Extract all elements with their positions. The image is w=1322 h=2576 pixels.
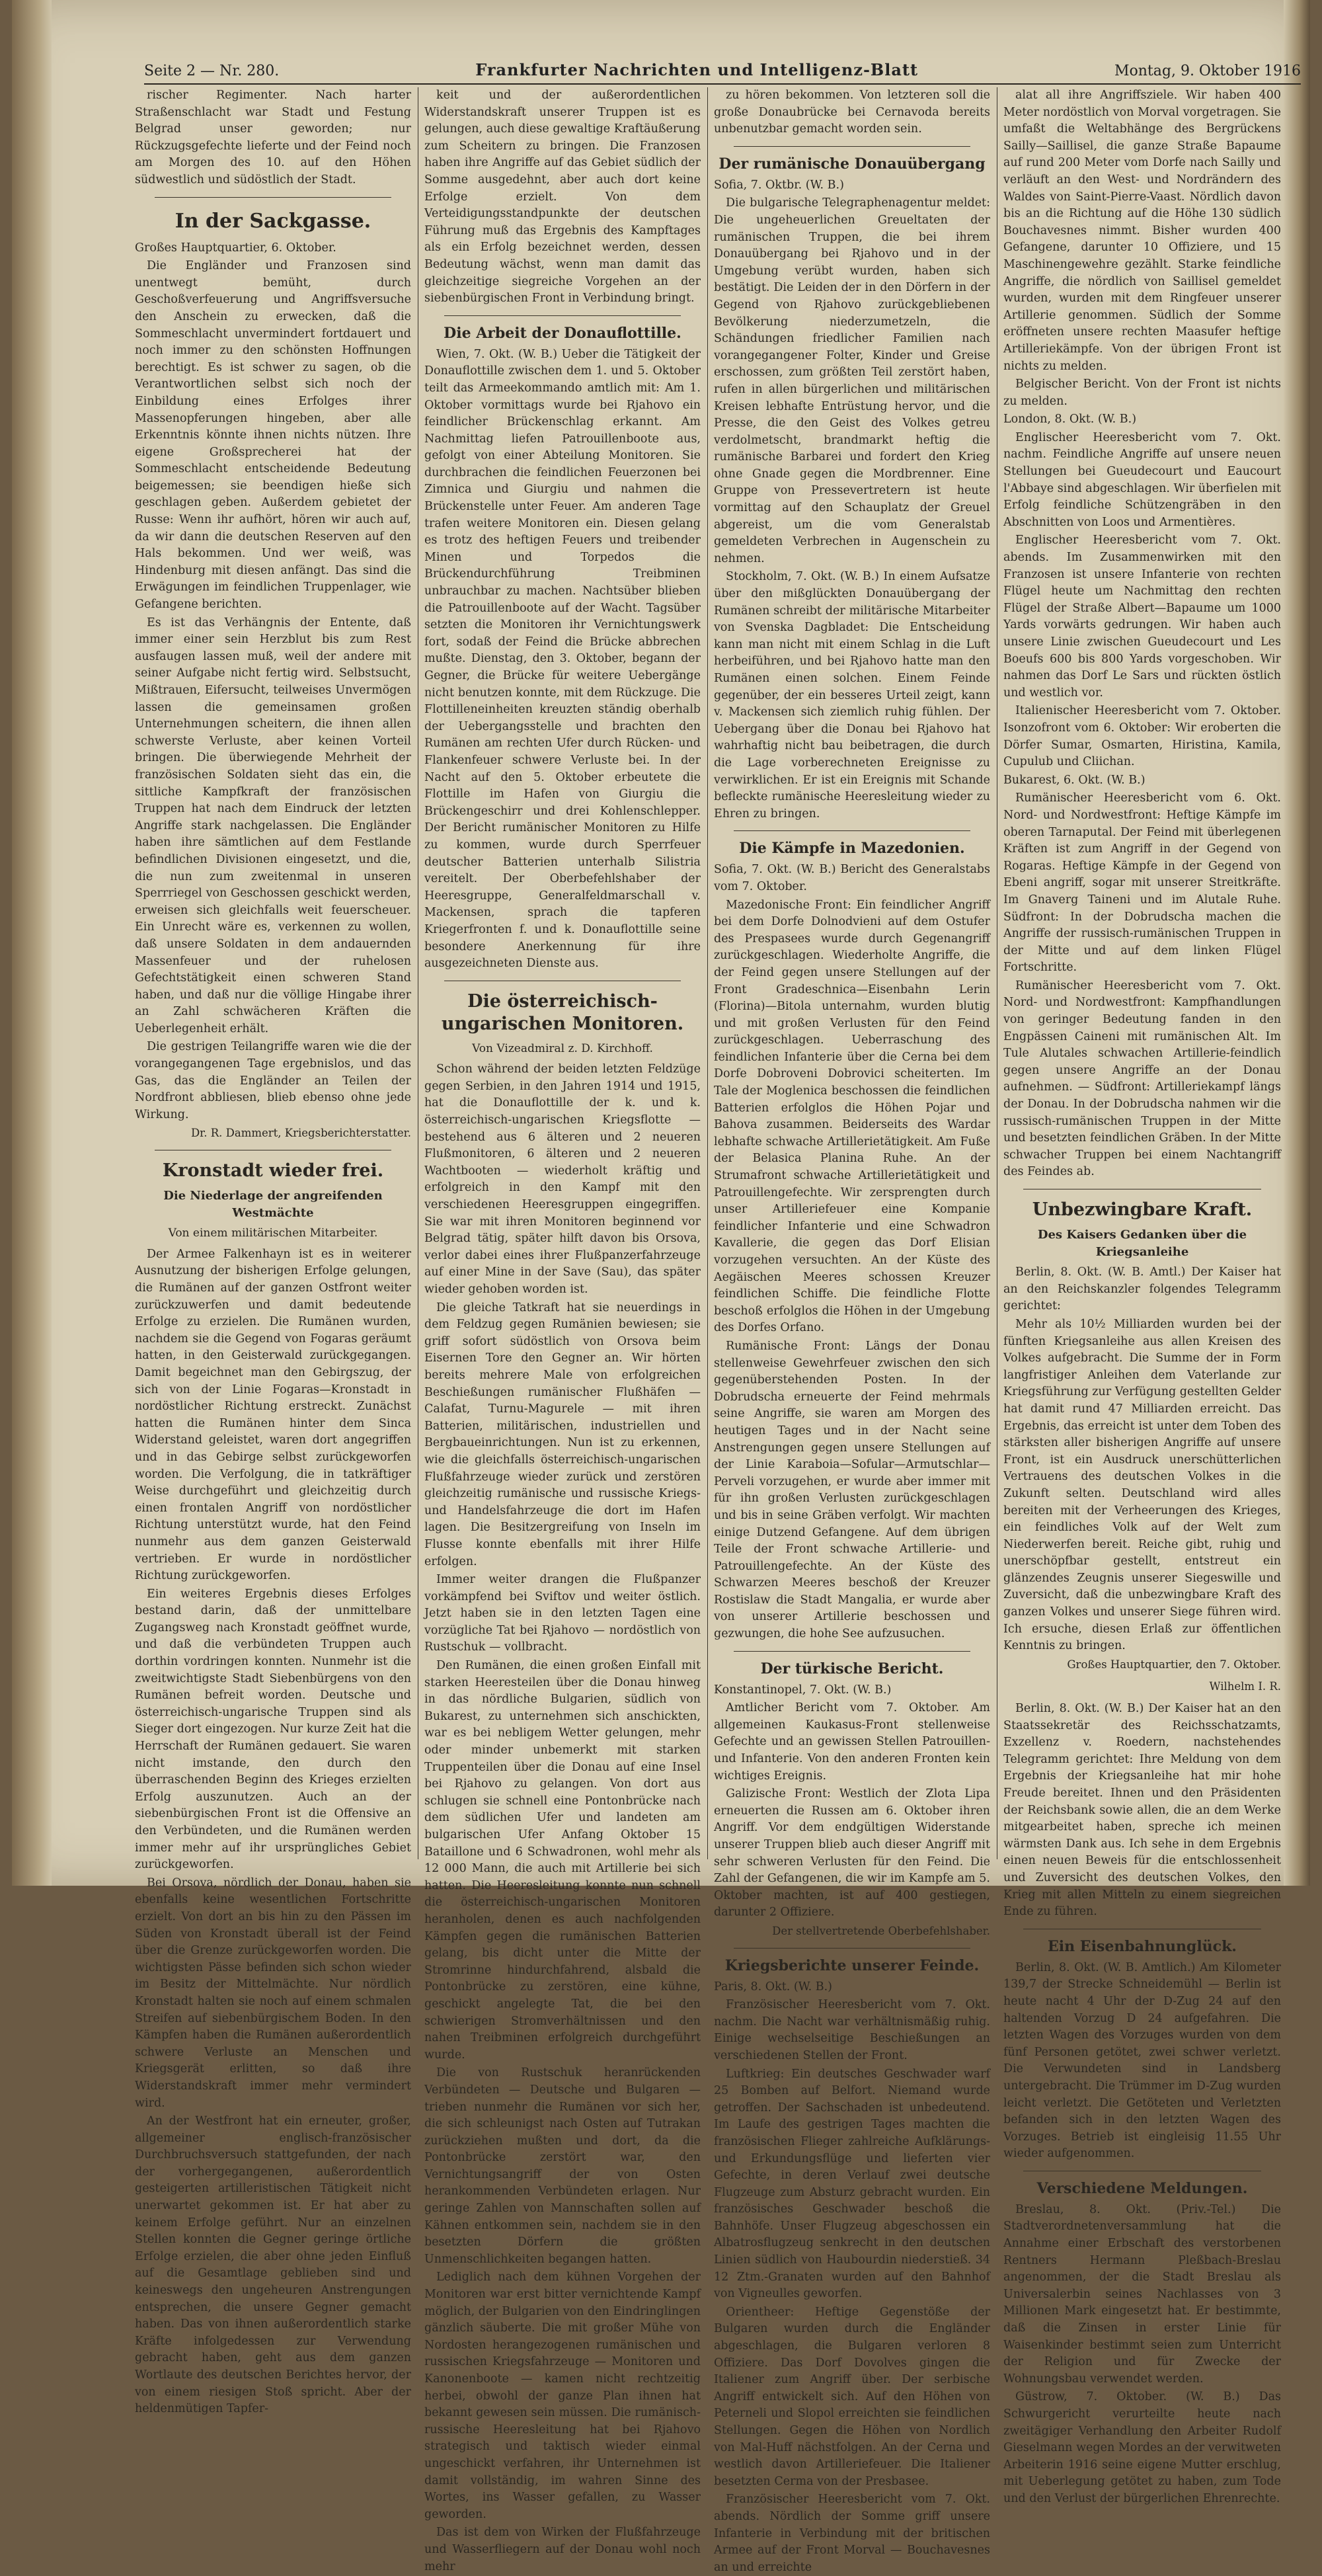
headline-tuerkischer-bericht: Der türkische Bericht. [760,1660,944,1677]
masthead-title: Frankfurter Nachrichten und Intelligenz-Blatt [475,60,919,79]
article-text: Galizische Front: Westlich der Zlota Lipa erneuerten die Russen am 6. Oktober ihren Angriff. Vor dem endgültigen Widerstande unserer Truppen blieb auch dieser Angriff mit sehr schweren Verlusten für den Feind. Die Zahl der Gefangenen, die wir im Kampfe am 5. Oktober machten, ist auf 400 gestiegen, darunter 2 Offiziere. [714,1787,990,1919]
article-text: Die gleiche Tatkraft hat sie neuerdings in dem Feldzug gegen Rumänien bewiesen; sie griff sofort südöstlich von Orsova beim Eisernen Tore den Gegner an. Wir hörten bereits mehrere Male von erfolgreichen Beschießungen rumänischer Flußhäfen — Calafat, Turnu-Magurele — mit ihren Batterien, militärischen, industriellen und Bergbaueinrichtungen. Nun ist zu erkennen, wie die gleichfalls österreichisch-ungarischen Flußfahrzeuge wieder zurück und zerstören gleichzeitig rumänische und russische Kriegs- und Handelsfahrzeuge die dort im Hafen lagen. Die Besitzergreifung von Inseln im Flusse konnte ebenfalls mit ihrer Hilfe erfolgen. [424,1301,701,1568]
column-1 [135,87,411,2416]
article-text: Güstrow, 7. Oktober. (W. B.) Das Schwurgericht verurteilte heute nach zweitägiger Verhandlung den Arbeiter Rudolf Gieselmann wegen Mordes an der verwitweten Arbeiterin 1916 seine eigene Mutter erschlug, mit Ueberlegung getötet zu haben, zum Tode und den Verlust der bürgerlichen Ehrenrechte. [1003,2390,1281,2505]
dateline: Konstantinopel, 7. Okt. (W. B.) [714,1683,892,1697]
column-rule [707,87,708,1859]
article-text: rischer Regimenter. Nach harter Straßenschlacht war Stadt und Festung Belgrad unser geworden; nur Rückzugsgefechte lieferte und der Feind noch am Morgen des 10. auf den Höhen südwestlich und südöstlich der Stadt. [135,89,411,186]
separator [734,830,970,831]
article-text: Berlin, 8. Okt. (W. B. Amtl.) Der Kaiser hat an den Reichskanzler folgendes Telegramm gerichtet: [1003,1266,1281,1313]
newspaper-page [12,0,1310,2574]
article-text: Berlin, 8. Okt. (W. B. Amtlich.) Am Kilometer 139,7 der Strecke Schneidemühl — Berlin ist heute nacht 4 Uhr der D-Zug 24 auf den haltenden Vorzug D 24 aufgefahren. Die letzten Wagen des Vorzuges wurden von dem fünf Personen getötet, zwei schwer verletzt. Die Verwundeten sind in Landsberg untergebracht. Die Trümmer im D-Zug wurden leicht verletzt. Die Getöteten und Verletzten befanden sich in den letzten Wagen des Vorzuges. Betrieb ist eingleisig 11.55 Uhr wieder aufgenommen. [1003,1960,1281,2161]
article-text: Mehr als 10½ Milliarden wurden bei der fünften Kriegsanleihe aus allen Kreisen des Volkes aufgebracht. Die Summe der in Form langfristiger Anleihen dem Vaterlande zur Kriegsführung zur Verfügung gestellten Gelder hat damit rund 47 Milliarden erreicht. Das Ergebnis, das erreicht ist unter dem Toben des stärksten aller bisherigen Angriffe auf unsere Front, ist ein Ausdruck unerschütterlichen Vertrauens des deutschen Volkes in die Zukunft selten. Deutschland wird alles bereiten mit der Verheerungen des Krieges, ein feindliches Volk auf der Welt zum Niederwerfen bereit. Reiche gibt, ruhig und unerschöpfbar gestellt, entstreut ein glänzendes Zeugnis unserer Siegeswille und Zuversicht, daß die unbezwingbare Kraft des ganzen Volkes und unserer Siege führen wird. Ich ersuche, diesen Erlaß zur öffentlichen Kenntnis zu bringen. [1003,1317,1281,1653]
issue-date: Montag, 9. Oktober 1916 [1114,63,1301,79]
headline-donauuebergang: Der rumänische Donauübergang [719,155,986,173]
article-text: Breslau, 8. Okt. (Priv.-Tel.) Die Stadtverordnetenversammlung hat die Annahme einer Erbschaft des verstorbenen Rentners Hermann Pleßbach-Breslau angenommen, der die Stadt Breslau als Universalerbin seines Nachlasses von 3 Millionen Mark eingesetzt hat. Er bestimmte, daß die Zinsen in erster Linie für Waisenkinder bestimmt seien zum Unterricht der Religion und für Zwecke der Wohnungsbau verwendet werden. [1003,2202,1281,2386]
article-text: Stockholm, 7. Okt. (W. B.) In einem Aufsatze über den mißglückten Donauübergang der Rumänen schreibt der militärische Mitarbeiter von Svenska Dagbladet: Die Entscheidung kann man nicht mit einem Schlag in die Luft herbeiführen, und bei Rjahovo hatte man den Rumänen einen solchen. Einem Feinde gegenüber, der ein besseres Urteil zeigt, kann v. Mackensen sich ziemlich ruhig fühlen. Der Uebergang über die Donau bei Rjahovo hat wahrhaftig nicht bau beibetragen, die durch die Lage vorberechneten Ereignisse zu verwirklichen. Er ist ein Ereignis mit Schande befleckte rumänische Heeresleitung wieder zu Ehren zu bringen. [714,570,990,821]
article-text: alat all ihre Angriffsziele. Wir haben 400 Meter nordöstlich von Morval vorgetragen. Sie umfaßt die Weltabhänge des Bergrückens Sailly—Saillisel, die ganze Straße Bapaume auf rund 200 Meter vom Dorfe nach Sailly und verläuft an den West- und Nordrändern des Waldes von Saint-Pierre-Vaast. Nördlich davon bis an die Richtung auf die Höhe 130 südlich Bouchavesnes nimmt. Bisher wurden 400 Gefangene, darunter 10 Offiziere, und 15 Maschinengewehre gezählt. Starke feindliche Angriffe, die nördlich von Saillisel gemeldet wurden, wurden mit dem Ringfeuer unserer Artillerie genommen. Südlich der Somme eröffneten unsere rechten Maasufer heftige Artilleriekämpfe. Von der übrigen Front ist nichts zu melden. [1003,89,1281,373]
dateline: Sofia, 7. Okt. (W. B.) Bericht des Generalstabs vom 7. Oktober. [714,863,990,893]
separator [734,146,970,147]
article-text: Rumänischer Heeresbericht vom 6. Okt. Nord- und Nordwestfront: Heftige Kämpfe im oberen Tarnaputal. Der Feind mit überlegenen Kräften ist zum Angriff in der Gegend von Rogaras. Heftige Kämpfe in der Gegend von Ebeni angriff, sogar mit unserer Streitkräfte. Im Gnaverg Taineni und im Alutale Ruhe. Südfront: In der Dobrudscha machen die Angriffe der russisch-rumänischen Truppen in der Mitte und auf dem linken Flügel Fortschritte. [1003,791,1281,975]
headline-monitoren: Die österreichisch-ungarischen Monitoren. [441,990,684,1034]
article-text: Orientheer: Heftige Gegenstöße der Bulgaren wurden durch die Engländer abgeschlagen, die Bulgaren verloren 8 Offiziere. Das Dorf Dovolves gingen die Italiener zum Angriff über. Der serbische Angriff entwickelt sich. Auf den Höhen von Peterneli und Slopol erreichten sie feindlichen Stellungen. Gegen die Höhen von Nordlich von Mal-Huff nächstfolgen. An der Cerna und westlich davon Artilleriefeuer. Die Italiener besetzten Cerma von der Presbasee. [714,2305,990,2488]
headline-unbezwingbare-kraft: Unbezwingbare Kraft. [1032,1199,1253,1220]
article-text: Berlin, 8. Okt. (W. B.) Der Kaiser hat an den Staatssekretär des Reichsschatzamts, Exzellenz v. Roedern, nachstehendes Telegramm gerichtet: Ihre Meldung von dem Ergebnis der Kriegsanleihe hat mir hohe Freude bereitet. Ihnen und den Präsidenten der Reichsbank sowie allen, die an dem Werke mitgearbeitet haben, spreche ich meinen wärmsten Dank aus. Ich sehe in dem Ergebnis einen neuen Beweis für die entschlossenheit und Zuversicht des deutschen Volkes, den Krieg mit allen Mitteln zu einem siegreichen Ende zu führen. [1003,1702,1281,1919]
article-text: Ein weiteres Ergebnis dieses Erfolges bestand darin, daß der unmittelbare Zugangsweg nach Kronstadt geöffnet wurde, und daß die verbündeten Truppen auch dorthin vordringen konnten. Nunmehr ist die zweitwichtigste Stadt Siebenbürgens von den Rumänen befreit worden. Deutsche und österreichisch-ungarische Truppen sind als Sieger dort eingezogen. Nur kurze Zeit hat die Herrschaft der Rumänen gedauert. Sie waren nicht imstande, den durch den überraschenden Beginn des Krieges erzielten Erfolg auszunutzen. Auch an der siebenbürgischen Front ist die Offensive an den Verbündeten, und die Rumänen werden immer mehr auf ihr ursprüngliches Gebiet zurückgeworfen. [135,1587,411,1872]
article-text: Luftkrieg: Ein deutsches Geschwader warf 25 Bomben auf Belfort. Niemand wurde getroffen. Der Sachschaden ist unbedeutend. Im Laufe des gestrigen Tages machten die französischen Flieger zahlreiche Aufklärungs- und Erkundungsflüge und lieferten vier Gefechte, in deren Verlauf zwei deutsche Flugzeuge zum Absturz gebracht wurden. Ein französisches Geschwader beschoß die Bahnhöfe. Unser Flugzeug abgeschossen ein Albatrosflugzeug senkrecht in den deutschen Linien südlich von Haubourdin niederstieß. 34 12 Ztm.-Granaten wurden auf den Bahnhof von Vigneulles geworfen. [714,2067,990,2301]
dateline: London, 8. Okt. (W. B.) [1003,413,1137,426]
byline-signature: Der stellvertretende Oberbefehlshaber. [772,1924,990,1937]
byline: Von Vizeadmiral z. D. Kirchhoff. [472,1041,653,1055]
article-text: Immer weiter drangen die Flußpanzer vorkämpfend bei Sviftov und weiter östlich. Jetzt haben sie in den letzten Tagen eine vorzügliche Tat bei Rjahovo — nordöstlich von Rustschuk — vollbracht. [424,1573,701,1654]
byline-signature: Dr. R. Dammert, Kriegsberichterstatter. [190,1127,411,1140]
article-text: Amtlicher Bericht vom 7. Oktober. Am allgemeinen Kaukasus-Front stellenweise Gefechte und an gewissen Stellen Patrouillen- und Infanterie. Von den anderen Fronten kein wichtiges Ereignis. [714,1701,990,1783]
page-number: Seite 2 — Nr. 280. [144,63,280,79]
headline-eisenbahnunglueck: Ein Eisenbahnunglück. [1048,1937,1237,1955]
article-text: Die von Rustschuk heranrückenden Verbündeten — Deutsche und Bulgaren — trieben nunmehr die Rumänen vor sich her, die sich schleunigst nach Osten auf Tutrakan zurückziehen mußten und dort, da die Pontonbrücke zerstört war, den Vernichtungsangriff der von Osten herankommenden Verbündeten erlagen. Nur geringe Zahlen von Mannschaften sollen auf Kähnen entkommen sein, nachdem sie in den besetzten Dörfern die größten Unmenschlichkeiten begangen hatten. [424,2066,701,2266]
article-text: keit und der außerordentlichen Widerstandskraft unserer Truppen ist es gelungen, auch diese gewaltige Kraftäußerung zum Scheitern zu bringen. Die Franzosen haben ihre Angriffe auf das Gebiet südlich der Somme ausgedehnt, aber auch dort keine Erfolge erzielt. Von dem Verteidigungsstandpunkte der deutschen Führung muß das Ergebnis des Kampftages als ein Erfolg bezeichnet werden, dessen Bedeutung wächst, wenn man damit das gleichzeitige siegreiche Vorgehen an der siebenbürgischen Front in Verbindung bringt. [424,89,701,305]
article-text: Die bulgarische Telegraphenagentur meldet: Die ungeheuerlichen Greueltaten der rumänischen Truppen, die bei ihrem Donauübergang bei Rjahovo und in der Umgebung verübt wurden, haben sich bestätigt. Die Leiden der in den Dörfern in der Gegend von Rjahovo zurückgebliebenen Bevölkerung niederzumetzeln, die Schändungen friedlicher Familien nach vorangegangener Folter, Kinder und Greise erschossen, zum größten Teil zerstört haben, rufen in allen bürgerlichen und militärischen Kreisen lebhafte Entrüstung hervor, und die Presse, die den Geist des Volkes getreu verdolmetscht, brandmarkt heftig die rumänische Barbarei und fordert den Krieg ohne Gnade gegen die Mordbrenner. Eine Gruppe von Pressevertretern ist heute vormittag auf den Schauplatz der Greuel abgereist, um die vom Generalstab gemeldeten Verbrechen in Augenschein zu nehmen. [714,196,990,565]
article-text: Bei Orsova, nördlich der Donau, haben sie ebenfalls keine wesentlichen Fortschritte erzielt. Von dort an bis hin zu den Pässen im Süden von Kronstadt überall ist der Feind über die Grenze zurückgeworfen worden. Die wichtigsten Pässe befinden sich schon wieder im Besitz der Mittelmächte. Nur nördlich Kronstadt halten sie noch auf einem schmalen Streifen auf siebenbürgischem Boden. In den Kämpfen haben die Rumänen außerordentlich schwere Verluste an Menschen und Kriegsgerät erlitten, so daß ihre Widerstandskraft immer mehr vermindert wird. [135,1876,411,2110]
article-text: Französischer Heeresbericht vom 7. Okt. abends. Nördlich der Somme griff unsere Infanterie in Verbindung mit der britischen Armee auf der Front Morval — Bouchavesnes an und erreichte [714,2493,990,2574]
article-text: Das ist dem von Wirken der Flußfahrzeuge und Wasserfliegern auf der Donau wohl noch mehr [424,2526,701,2573]
separator [155,197,391,198]
separator [734,1651,970,1652]
dateline: Paris, 8. Okt. (W. B.) [714,1980,832,1993]
column-3 [714,87,990,2574]
byline: Von einem militärischen Mitarbeiter. [168,1227,378,1240]
article-text: Die Engländer und Franzosen sind unentwegt bemüht, durch Geschoßverfeuerung und Angriffsversuche den Anschein zu erwecken, daß die Sommeschlacht unvermindert fortdauert und noch immer zu den schönsten Hoffnungen berechtigt. Es ist schwer zu sagen, ob die Verantwortlichen selbst sich noch der Einbildung eines Erfolges ihrer Massenopferungen hingeben, aber alle Erkenntnis könnte ihnen nichts nützen. Ihre eigene Großsprecherei hat der Sommeschlacht entscheidende Bedeutung beigemessen; sie beendigen hieße sich geschlagen geben. Außerdem gebietet der Russe: Wenn ihr aufhört, hören wir auch auf, da wir dann die deutschen Reserven auf den Hals bekommen. Und wer weiß, was Hindenburg mit diesen anfängt. Das sind die Erwägungen im feindlichen Truppenlager, wie Gefangene berichten. [135,259,411,612]
separator [734,1948,970,1949]
dateline: Bukarest, 6. Okt. (W. B.) [1003,773,1146,787]
headline-feindberichte: Kriegsberichte unserer Feinde. [724,1956,980,1974]
column-4 [1003,87,1281,2505]
subheadline: Des Kaisers Gedanken über die Kriegsanleihe [1037,1228,1247,1259]
headline-sackgasse: In der Sackgasse. [175,209,371,233]
article-text: Der Armee Falkenhayn ist es in weiterer Ausnutzung der bisherigen Erfolge gelungen, die Rumänen auf der ganzen Ostfront weiter zurückzuwerfen und damit bedeutende Erfolge zu erzielen. Die Rumänen wurden, nachdem sie die Gegend von Fogaras geräumt hatten, in den Geisterwald zurückgegangen. Damit begeichnet man den Gebirgszug, der sich von der Linie Fogaras—Kronstadt in nordöstlicher Richtung erstreckt. Zunächst hatten die Rumänen hinter dem Sinca Widerstand geleistet, waren dort angegriffen und in das Gebirge selbst zurückgeworfen worden. Die Verfolgung, die in tatkräftiger Weise durchgeführt und gleichzeitig durch einen frontalen Angriff von nordöstlicher Richtung unterstützt wurde, hat den Feind nunmehr aus dem ganzen Geisterwald vertrieben. Er wurde in nordöstlicher Richtung zurückgeworfen. [135,1247,411,1583]
separator [444,315,681,316]
article-text: Belgischer Bericht. Von der Front ist nichts zu melden. [1003,378,1281,408]
article-text: Mazedonische Front: Ein feindlicher Angriff bei dem Dorfe Dolnodvieni auf dem Ostufer des Prespasees wurde durch Gegenangriff zurückgeschlagen. Wiederholte Angriffe, die der Feind gegen unsere Stellungen auf der Front Gradeschnica—Eisenbahn Lerin (Florina)—Bitola unternahm, wurden blutig und mit großen Verlusten für den Feind zurückgeschlagen. Ueberraschung des feindlichen Infanterie über die Cerna bei dem Dorfe Dobroveni Dobrovici scheiterten. Im Tale der Moglenica beschossen die feindlichen Batterien erfolglos die Höhen Pojar und Bahova zusammen. Beiderseits des Wardar lebhafte schwache Artillerietätigkeit. Am Fuße der Belasica Planina Ruhe. An der Strumafront schwache Artillerietätigkeit und Patrouillengefechte. Wir zersprengten durch unser Artilleriefeuer eine Kompanie feindlicher Infanterie und eine Schwadron Kavallerie, die gegen das Dorf Elisian vorzugehen versuchten. An der Küste des Aegäischen Meeres schossen Kreuzer feindlichen Schiffe. Die feindliche Flotte beschoß erfolglos die Höhen in der Umgebung des Dorfes Orfano. [714,898,990,1335]
article-text: Englischer Heeresbericht vom 7. Okt. nachm. Feindliche Angriffe auf unsere neuen Stellungen bei Gueudecourt und Eaucourt l'Abbaye sind abgeschlagen. Wir überfielen mit Erfolg feindliche Schützengräben in den Abschnitten von Loos und Armentières. [1003,430,1281,529]
article-text: Die gestrigen Teilangriffe waren wie die der vorangegangenen Tage ergebnislos, und das Gas, das die Engländer an Teilen der Nordfront abbliesen, blieb ebenso ohne jede Wirkung. [135,1040,411,1121]
signature-kaiser: Wilhelm I. R. [1209,1680,1281,1693]
article-text: Wien, 7. Okt. (W. B.) Ueber die Tätigkeit der Donauflottille zwischen dem 1. und 5. Oktober teilt das Armeekommando amtlich mit: Am 1. Oktober vormittags wurde bei Rjahovo ein feindlicher Brückenschlag erkannt. Am Nachmittag liefen Patrouillenboote aus, gefolgt von einer Abteilung Monitoren. Sie durchbrachen die feindlichen Feuerzonen bei Zimnica und Giurgiu und nahmen die Brückenstelle unter Feuer. Am anderen Tage trafen weitere Monitoren ein. Diesen gelang es trotz des heftigen Feuers und treibender Minen und Torpedos die Brückendurchführung Treibminen unbrauchbar zu machen. Nachtsüber blieben die Patrouillenboote auf der Wacht. Tagsüber setzten die Monitoren ihr Vernichtungswerk fort, sodaß der Feind die Brücke abbrechen mußte. Dienstag, den 3. Oktober, begann der Gegner, die Brücke für weitere Uebergänge nicht benutzen konnte, mit dem Rückzuge. Die Flottilleneinheiten kreuzten ständig oberhalb der Uebergangsstelle und brachten den Rumänen am rechten Ufer durch Rücken- und Flankenfeuer schwere Verluste bei. In der Nacht auf den 5. Oktober erbeutete die Flottille im Hafen von Giurgiu die Brückengeschirr und drei Kohlenschlepper. Der Bericht rumänischer Monitoren zu Hilfe zu kommen, wurde durch Sperrfeuer deutscher Batterien unterhalb Silistria vereitelt. Der Oberbefehlshaber der Heeresgruppe, Generalfeldmarschall v. Mackensen, sprach die tapferen Kriegerfronten f. und k. Donauflottille seine besondere Anerkennung für ihre ausgezeichneten Dienste aus. [424,347,701,971]
article-text: Englischer Heeresbericht vom 7. Okt. abends. Im Zusammenwirken mit den Franzosen ist unsere Infanterie von rechten Flügel heute um Nachmittag den rechten Flügel der Straße Albert—Bapaume um 1000 Yards vorwärts gedrungen. Wir haben auch unsere Linie zwischen Gueudecourt und Les Boeufs 600 bis 800 Yards vorgeschoben. Wir nahmen das Dorf Le Sars und rückten östlich und westlich vor. [1003,534,1281,700]
article-text: Rumänischer Heeresbericht vom 7. Okt. Nord- und Nordwestfront: Kampfhandlungen von geringer Bedeutung fanden in den Engpässen Caineni mit rumänischen Alt. Im Tule Alutales schwachen Artillerie-feindlich gegen unsere Angriffe an der Donau aufnehmen. — Südfront: Artilleriekampf längs der Donau. In der Dobrudscha nahmen wir die russisch-rumänischen Truppen in der Mitte und besetzten feindlichen Gräben. In der Mitte schwacher Truppen bei einem Nachtangriff des Feindes ab. [1003,979,1281,1179]
article-text: Schon während der beiden letzten Feldzüge gegen Serbien, in den Jahren 1914 und 1915, hat die Donauflottille der k. und k. österreichisch-ungarischen Kriegsflotte — bestehend aus 6 älteren und 2 neueren Flußmonitoren, 6 älteren und 2 neueren Wachtbooten — wiederholt kräftig und erfolgreich in den Kampf mit den verschiedenen Heeresgruppen eingegriffen. Sie war mit ihren Monitoren beginnend vor Belgrad tätig, später hilft davon bis Orsova, verlor dabei eines ihrer Flußpanzerfahrzeuge auf einer Mine in der Save (Sau), das später wieder gehoben worden ist. [424,1063,701,1296]
article-text: Lediglich nach dem kühnen Vorgehen der Monitoren war erst bitter vernichtende Kampf möglich, der Bulgarien von den Eindringlingen gänzlich säuberte. Die mit großer Mühe von Nordosten herangezogenen rumänischen und russischen Kriegsfahrzeuge — Monitoren und Kanonenboote — kamen nicht rechtzeitig herbei, obwohl der ganze Plan ihnen hat bekannt gewesen sein müssen. Die rumänisch-russische Heeresleitung hat bei Rjahovo strategisch und taktisch wieder einmal ungeschickt verfahren, ihr Unternehmen ist damit vollständig, im wahren Sinne des Wortes, ins Wasser gefallen, zu Wasser geworden. [424,2271,701,2521]
article-text: Italienischer Heeresbericht vom 7. Oktober. Isonzofront vom 6. Oktober: Wir eroberten die Dörfer Sumar, Osmarten, Hiristina, Kamila, Cupulub und Cliichan. [1003,704,1281,769]
headline-kronstadt: Kronstadt wieder frei. [162,1160,384,1182]
dateline: Sofia, 7. Oktbr. (W. B.) [714,178,844,192]
article-text: Französischer Heeresbericht vom 7. Okt. nachm. Die Nacht war verhältnismäßig ruhig. Einige wechselseitige Beschießungen an verschiedenen Stellen der Front. [714,1998,990,2062]
subheadline: Die Niederlage der angreifenden Westmächte [163,1189,383,1220]
dateline: Großes Hauptquartier, 6. Oktober. [135,241,336,255]
article-text: An der Westfront hat ein erneuter, großer, allgemeiner englisch-französischer Durchbruchsversuch stattgefunden, der nach der vorhergegangenen, außerordentlich gesteigerten artilleristischen Tätigkeit nicht unerwartet gekommen ist. Er hat aber zu keinem Erfolge geführt. Nur an einzelnen Stellen konnten die Gegner geringe örtliche Erfolge erzielen, die aber ohne jeden Einfluß auf die Gesamtlage geblieben sind und keineswegs den ungeheuren Anstrengungen entsprechen, die unsere Gegner gemacht haben. Das von ihnen außerordentlich starke Kräfte infolgedessen zur Verwendung gebracht haben, geht aus dem ganzen Wortlaute des deutschen Berichtes hervor, der von einem riesigen Stoß spricht. Aber der heldenmütigen Tapfer- [135,2114,411,2416]
signature-location: Großes Hauptquartier, den 7. Oktober. [1067,1658,1281,1671]
headline-mazedonien: Die Kämpfe in Mazedonien. [739,840,965,858]
page-header [144,52,1301,85]
column-2 [424,87,701,2573]
book-spine-edge [12,0,52,1886]
article-text: Den Rumänen, die einen großen Einfall mit starken Heeresteilen über die Donau hinweg in das nördliche Bulgarien, südlich von Bukarest, zu unternehmen sich anschickten, war es bei nebligem Wetter gelungen, mehr oder minder unbemerkt mit starken Truppenteilen über die Donau auf eine Insel bei Rjahovo zu gelangen. Von dort aus schlugen sie schnell eine Pontonbrücke nach dem südlichen Ufer und landeten am bulgarischen Ufer Anfang Oktober 15 Bataillone und 6 Schwadronen, wohl mehr als 12 000 Mann, die auch mit Artillerie bei sich hatten. Die Heeresleitung konnte nun schnell die österreichisch-ungarischen Monitoren heranholen, denen es auch nachfolgenden Kämpfen gegen die rumänischen Batterien gelang, bis dicht unter die Mitte der Stromrinne hindurchfahrend, alsbald die Pontonbrücke zu zerstören, eine kühne, geschickt angelegte Tat, die bei den schwierigen Stromverhältnissen und den nahen Treibminen erfolgreich durchgeführt wurde. [424,1659,701,2062]
headline-verschiedene-meldungen: Verschiedene Meldungen. [1036,2179,1248,2197]
headline-donauflottille: Die Arbeit der Donauflottille. [444,324,681,342]
article-text: Rumänische Front: Längs der Donau stellenweise Gewehrfeuer zwischen den sich gegenüberstehenden Posten. In der Dobrudscha erneuerte der Feind mehrmals seine Angriffe, sie waren am Morgen des heutigen Tages und in der Nacht seine Anstrengungen gegen unsere Stellungen auf der Linie Karaboia—Sofular—Armutschlar—Perveli vorzugehen, er wurde aber immer mit für ihn großen Verlusten zurückgeschlagen und bis in seine Gräben verfolgt. Wir machten einige Dutzend Gefangene. Auf dem übrigen Teile der Front schwache Artillerie- und Patrouillengefechte. An der Küste des Schwarzen Meeres beschoß der Kreuzer Rostislaw die Stadt Mangalia, er wurde aber von unserer Artillerie beschossen und gezwungen, die hohe See aufzusuchen. [714,1339,990,1641]
article-text: Es ist das Verhängnis der Entente, daß immer einer sein Herzblut bis zum Rest ausfaugen lassen muß, weil der andere mit seiner Aufgabe nicht fertig wird. Selbstsucht, Mißtrauen, Eifersucht, teilweises Unvermögen lassen die gemeinsamen großen Unternehmungen scheitern, die ihnen allen schwerste Verluste, aber keinen Vorteil bringen. Die überwiegende Mehrheit der französischen Soldaten sieht das ein, die sittliche Kampfkraft der französischen Truppen hat nach dem Eindruck der letzten Angriffe stark nachgelassen. Die Engländer haben ihre sämtlichen auf dem Festlande befindlichen Divisionen eingesetzt, und die, die nun zum zweitenmal in unseren Sperrriegel von Geschossen geschickt werden, erweisen sich gleichfalls weit feuerscheuer. Ein Unrecht wäre es, verkennen zu wollen, daß unsere Soldaten in dem andauernden Massenfeuer und der ruhelosen Gefechtstätigkeit einen schweren Stand haben, und daß nur die völlige Hingabe ihrer an Zahl schwächeren Kräften die Ueberlegenheit erhält. [135,616,411,1035]
article-text: zu hören bekommen. Von letzteren soll die große Donaubrücke bei Cernavoda bereits unbenutzbar gemacht worden sein. [714,89,990,136]
page-edge-right [1284,0,1310,1886]
